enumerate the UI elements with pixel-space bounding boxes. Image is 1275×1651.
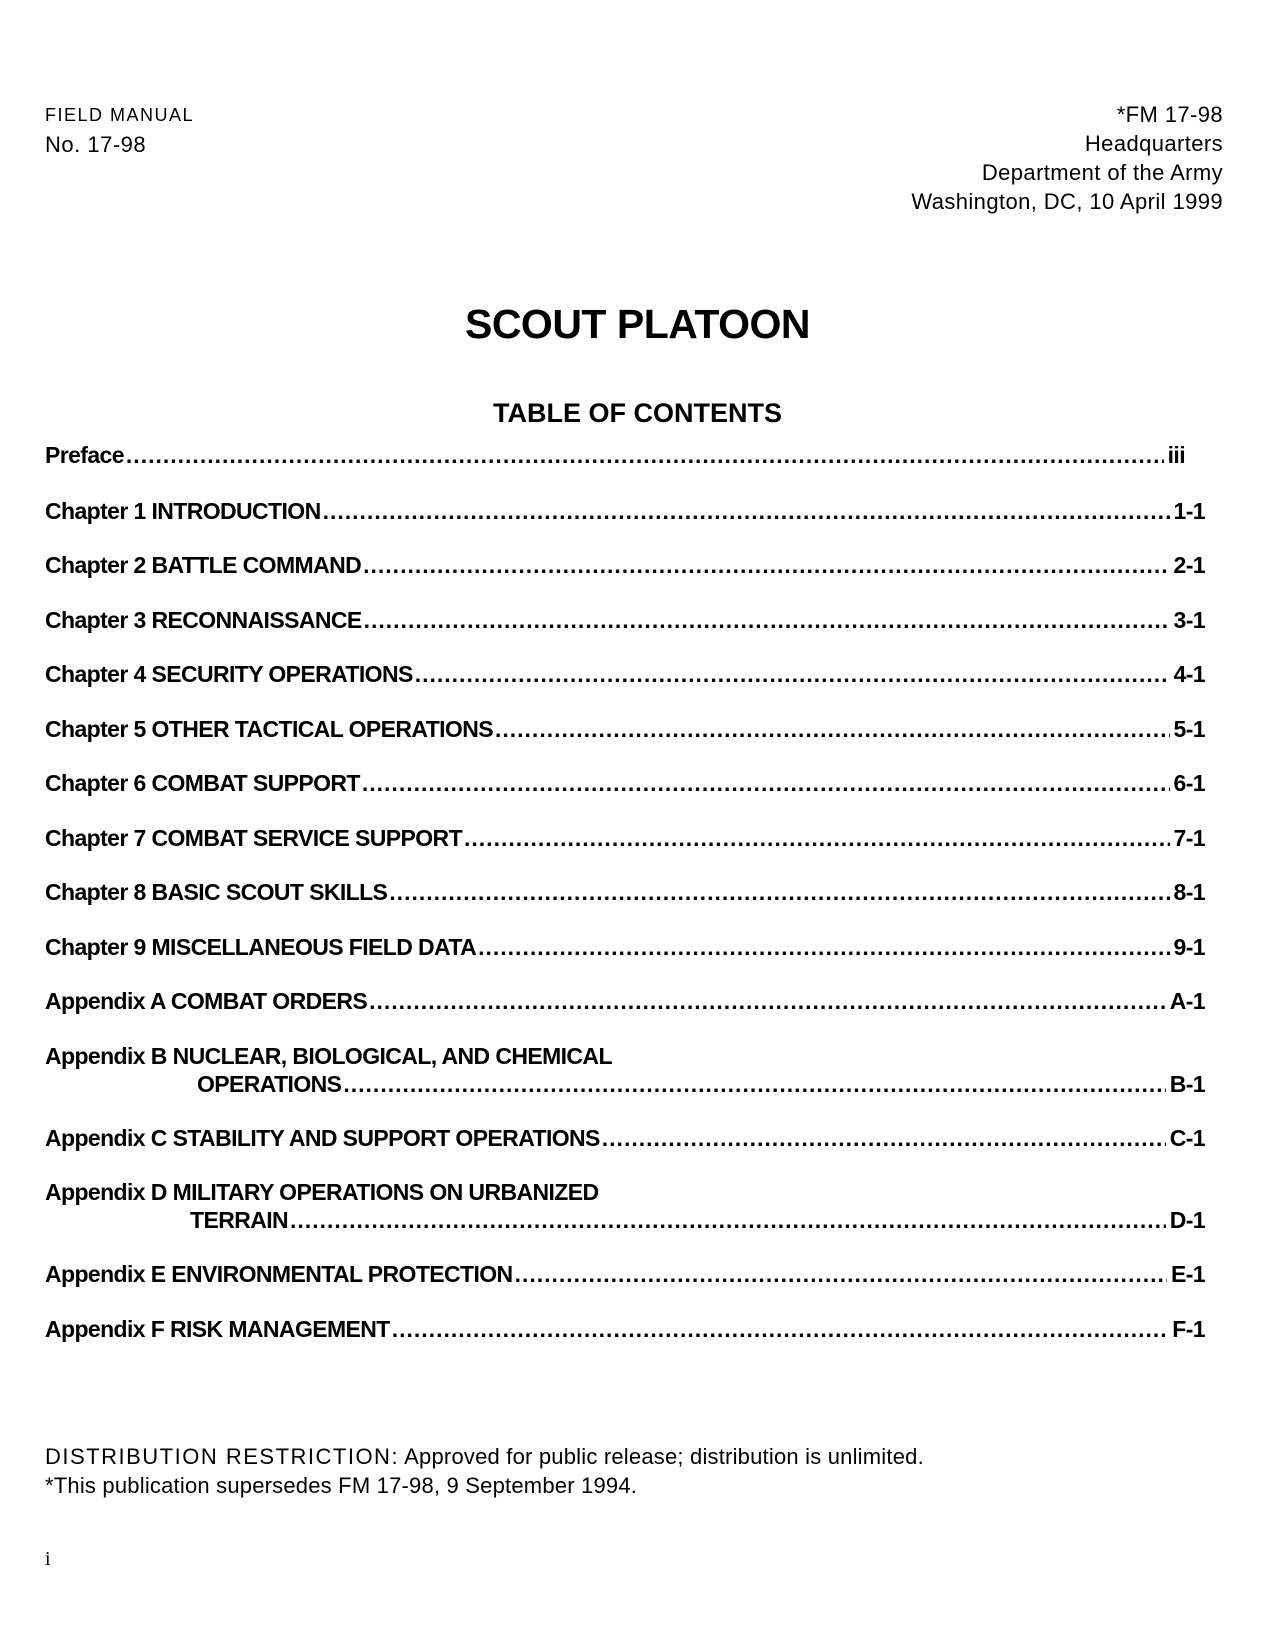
toc-entry-title: Chapter 2 BATTLE COMMAND: [45, 552, 362, 578]
dot-leader: [495, 715, 1170, 743]
toc-entry-chapter-6[interactable]: [45, 769, 1205, 797]
toc-entry-appendix-f[interactable]: [45, 1315, 1205, 1343]
toc-entry-title: Preface: [45, 442, 124, 468]
toc-entry-title: Chapter 8 BASIC SCOUT SKILLS: [45, 879, 388, 905]
dot-leader: [369, 987, 1166, 1015]
toc-entry-page: 3-1: [1173, 607, 1205, 633]
toc-entry-title: Chapter 1 INTRODUCTION: [45, 498, 321, 524]
toc-entry-chapter-1[interactable]: [45, 497, 1205, 525]
toc-entry-title-line-1: Appendix B NUCLEAR, BIOLOGICAL, AND CHEMICAL: [45, 1043, 612, 1069]
toc-entry-chapter-8[interactable]: [45, 878, 1205, 906]
toc-entry-page: 1-1: [1173, 498, 1205, 524]
toc-entry-page: 2-1: [1173, 552, 1205, 578]
toc-entry-title-line-2: OPERATIONS: [197, 1071, 342, 1097]
publication-id: *FM 17-98: [1116, 102, 1223, 127]
toc-entry-page: F-1: [1172, 1316, 1205, 1342]
toc-entry-page: 5-1: [1173, 716, 1205, 742]
distribution-text: Approved for public release; distribution is unlimited.: [404, 1444, 924, 1469]
toc-entry-page: E-1: [1171, 1261, 1205, 1287]
dot-leader: [363, 551, 1169, 579]
header-right-block: [911, 100, 1223, 216]
toc-entry-page: C-1: [1169, 1125, 1205, 1151]
dot-leader: [364, 606, 1170, 634]
distribution-restriction: [45, 1442, 924, 1471]
toc-entry-chapter-3[interactable]: [45, 606, 1205, 634]
toc-entry-page: 8-1: [1173, 879, 1205, 905]
dot-leader: [515, 1260, 1167, 1288]
toc-entry-appendix-b[interactable]: [45, 1042, 1205, 1098]
toc-entry-page: 7-1: [1173, 825, 1205, 851]
toc-entry-chapter-2[interactable]: [45, 551, 1205, 579]
toc-entry-page: iii: [1167, 442, 1185, 468]
dot-leader: [392, 1315, 1169, 1343]
toc-entry-preface[interactable]: [45, 441, 1205, 469]
toc-entry-chapter-4[interactable]: [45, 660, 1205, 688]
toc-entry-appendix-d[interactable]: [45, 1178, 1205, 1234]
dot-leader: [602, 1124, 1166, 1152]
field-manual-number: No. 17-98: [45, 132, 147, 157]
header-left-block: [45, 100, 194, 160]
toc-entry-title: Chapter 9 MISCELLANEOUS FIELD DATA: [45, 934, 477, 960]
location-date: Washington, DC, 10 April 1999: [911, 189, 1223, 214]
toc-heading: TABLE OF CONTENTS: [493, 398, 782, 428]
toc-entry-title: Chapter 7 COMBAT SERVICE SUPPORT: [45, 825, 463, 851]
document-title: SCOUT PLATOON: [464, 301, 811, 347]
toc-entry-title-line-1: Appendix D MILITARY OPERATIONS ON URBANIZED: [45, 1179, 599, 1205]
page-number: i: [45, 1548, 51, 1570]
toc-entry-appendix-a[interactable]: [45, 987, 1205, 1015]
toc-entry-appendix-e[interactable]: [45, 1260, 1205, 1288]
distribution-label: DISTRIBUTION RESTRICTION:: [45, 1444, 400, 1469]
dot-leader: [290, 1206, 1166, 1234]
dot-leader: [389, 878, 1169, 906]
toc-entry-page: D-1: [1169, 1207, 1205, 1233]
dot-leader: [323, 497, 1170, 525]
toc-entry-chapter-5[interactable]: [45, 715, 1205, 743]
toc-entry-page: A-1: [1169, 988, 1205, 1014]
toc-entry-title-line-2: TERRAIN: [190, 1207, 289, 1233]
toc-entry-page: 6-1: [1173, 770, 1205, 796]
dot-leader: [126, 441, 1164, 469]
dot-leader: [415, 660, 1170, 688]
toc-entry-page: 4-1: [1173, 661, 1205, 687]
toc-entry-page: 9-1: [1173, 934, 1205, 960]
department-label: Department of the Army: [981, 160, 1223, 185]
toc-entry-chapter-7[interactable]: [45, 824, 1205, 852]
toc-entry-title: Chapter 6 COMBAT SUPPORT: [45, 770, 360, 796]
toc-entry-title: Appendix C STABILITY AND SUPPORT OPERATIONS: [45, 1125, 600, 1151]
supersedes-note: *This publication supersedes FM 17-98, 9 September 1994.: [45, 1473, 638, 1498]
toc-entry-title: Appendix F RISK MANAGEMENT: [45, 1316, 390, 1342]
dot-leader: [343, 1070, 1165, 1098]
toc-entry-title: Chapter 3 RECONNAISSANCE: [45, 607, 362, 633]
headquarters-label: Headquarters: [1084, 131, 1223, 156]
toc-entry-title: Chapter 4 SECURITY OPERATIONS: [45, 661, 413, 687]
dot-leader: [478, 933, 1169, 961]
toc-entry-title: Chapter 5 OTHER TACTICAL OPERATIONS: [45, 716, 493, 742]
toc-entry-appendix-c[interactable]: [45, 1124, 1205, 1152]
field-manual-label: FIELD MANUAL: [45, 105, 195, 125]
toc-entry-chapter-9[interactable]: [45, 933, 1205, 961]
dot-leader: [464, 824, 1170, 852]
toc-entry-page: B-1: [1169, 1071, 1205, 1097]
distribution-notice: [45, 1442, 924, 1500]
dot-leader: [362, 769, 1170, 797]
toc-entry-title: Appendix E ENVIRONMENTAL PROTECTION: [45, 1261, 513, 1287]
toc-entry-title: Appendix A COMBAT ORDERS: [45, 988, 368, 1014]
